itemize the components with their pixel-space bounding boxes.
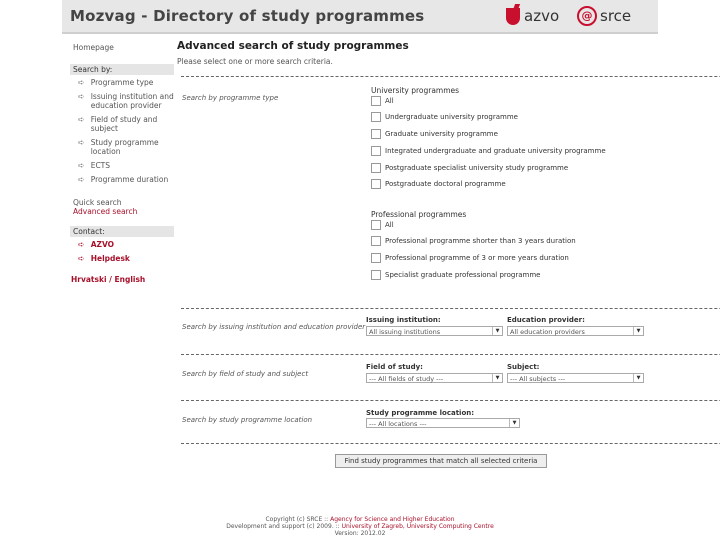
- srce-logo[interactable]: [577, 5, 631, 27]
- checkbox-postgraduate-doctoral[interactable]: [371, 179, 506, 189]
- subject-label: Subject:: [507, 363, 540, 371]
- divider: [181, 400, 720, 401]
- checkbox-label: Integrated undergraduate and graduate university programme: [385, 147, 606, 155]
- checkbox-professional-all[interactable]: [371, 220, 394, 230]
- checkbox-box[interactable]: [371, 220, 381, 230]
- field-of-study-label: Field of study:: [366, 363, 423, 371]
- checkbox-box[interactable]: [371, 270, 381, 280]
- location-select[interactable]: [366, 418, 520, 428]
- checkbox-postgraduate-specialist[interactable]: [371, 163, 568, 173]
- srce-logo-text: srce: [600, 7, 632, 25]
- main-content: [175, 40, 645, 428]
- sidebar-search-by-heading: Search by:: [70, 64, 174, 75]
- sidebar-item-label: AZVO: [90, 240, 114, 249]
- arrow-right-icon: ➪: [78, 161, 85, 170]
- sidebar-homepage-link[interactable]: Homepage: [73, 43, 114, 52]
- azvo-logo-text: azvo: [524, 7, 560, 25]
- chevron-down-icon: ▼: [633, 374, 643, 382]
- sidebar-item-programme-type[interactable]: [78, 78, 174, 87]
- sidebar-item-label: ECTS: [90, 161, 111, 170]
- azvo-logo[interactable]: [506, 5, 559, 27]
- programme-type-label: Search by programme type: [182, 94, 279, 102]
- sidebar: [70, 40, 174, 284]
- checkbox-box[interactable]: [371, 129, 381, 139]
- checkbox-box[interactable]: [371, 146, 381, 156]
- sidebar-item-location[interactable]: [78, 138, 174, 156]
- sidebar-item-ects[interactable]: [78, 161, 174, 170]
- chevron-down-icon: ▼: [492, 374, 502, 382]
- sidebar-item-azvo[interactable]: [78, 240, 174, 249]
- education-provider-label: Education provider:: [507, 316, 585, 324]
- select-value: --- All fields of study ---: [369, 375, 444, 383]
- location-label: Study programme location:: [366, 409, 475, 417]
- checkbox-label: Specialist graduate professional programme: [385, 271, 541, 279]
- select-value: --- All locations ---: [369, 420, 427, 428]
- sidebar-item-label: Field of study and subject: [90, 115, 158, 133]
- footer-copyright-text: Copyright (c) SRCE ::: [265, 516, 331, 523]
- checkbox-university-all[interactable]: [371, 96, 394, 106]
- education-provider-select[interactable]: [507, 326, 644, 336]
- sidebar-item-issuing-institution[interactable]: [78, 92, 174, 110]
- page-subtitle: Please select one or more search criteria.: [177, 57, 333, 66]
- arrow-right-icon: ➪: [78, 78, 85, 87]
- sidebar-quick-search-link[interactable]: Quick search: [73, 198, 122, 207]
- checkbox-label: All: [385, 221, 394, 229]
- sidebar-contact-heading: Contact:: [70, 226, 174, 237]
- checkbox-professional-long[interactable]: [371, 253, 569, 263]
- checkbox-label: Professional programme of 3 or more years duration: [385, 254, 569, 262]
- field-search-label: Search by field of study and subject: [182, 370, 309, 378]
- checkbox-graduate-university[interactable]: [371, 129, 498, 139]
- divider: [181, 308, 720, 309]
- checkbox-label: Postgraduate specialist university study programme: [385, 164, 569, 172]
- checkbox-label: Professional programme shorter than 3 years duration: [385, 237, 576, 245]
- university-programmes-title: University programmes: [371, 86, 460, 95]
- divider: [181, 354, 720, 355]
- footer-agency-link[interactable]: Agency for Science and Higher Education: [330, 516, 455, 523]
- select-value: --- All subjects ---: [510, 375, 566, 383]
- footer-development-text: Development and support (c) 2009. ::: [226, 523, 342, 530]
- field-of-study-select[interactable]: [366, 373, 503, 383]
- page-header-title: Mozvag - Directory of study programmes: [70, 7, 425, 25]
- sidebar-item-label: Issuing institution and education provider: [90, 92, 174, 110]
- sidebar-item-programme-duration[interactable]: [78, 175, 174, 184]
- checkbox-professional-short[interactable]: [371, 236, 576, 246]
- arrow-right-icon: ➪: [78, 92, 85, 101]
- arrow-right-icon: ➪: [78, 138, 85, 147]
- azvo-logo-icon: [506, 8, 520, 25]
- sidebar-item-label: Helpdesk: [90, 254, 130, 263]
- checkbox-box[interactable]: [371, 253, 381, 263]
- checkbox-box[interactable]: [371, 112, 381, 122]
- select-value: All education providers: [510, 328, 585, 336]
- header-bar: [62, 0, 658, 34]
- footer-srce-link[interactable]: University of Zagreb, University Computing Centre: [341, 523, 494, 530]
- footer-line-development: [150, 523, 570, 530]
- chevron-down-icon: ▼: [509, 419, 519, 427]
- sidebar-item-label: Programme type: [90, 78, 154, 87]
- language-switch[interactable]: Hrvatski / English: [71, 275, 146, 284]
- checkbox-undergraduate-university[interactable]: [371, 112, 518, 122]
- checkbox-box[interactable]: [371, 236, 381, 246]
- checkbox-box[interactable]: [371, 96, 381, 106]
- issuing-institution-label: Issuing institution:: [366, 316, 441, 324]
- checkbox-label: Postgraduate doctoral programme: [385, 180, 506, 188]
- checkbox-specialist-graduate-professional[interactable]: [371, 270, 540, 280]
- sidebar-item-label: Study programme location: [90, 138, 159, 156]
- sidebar-item-helpdesk[interactable]: [78, 254, 174, 263]
- chevron-down-icon: ▼: [633, 327, 643, 335]
- divider: [181, 443, 720, 444]
- footer-line-copyright: [150, 516, 570, 523]
- footer-version: Version: 2012.02: [334, 530, 386, 537]
- checkbox-box[interactable]: [371, 163, 381, 173]
- checkbox-box[interactable]: [371, 179, 381, 189]
- chevron-down-icon: ▼: [492, 327, 502, 335]
- arrow-right-icon: ➪: [78, 240, 85, 249]
- arrow-right-icon: ➪: [78, 175, 85, 184]
- sidebar-advanced-search-link[interactable]: Advanced search: [73, 207, 138, 216]
- arrow-right-icon: ➪: [78, 254, 85, 263]
- sidebar-item-label: Programme duration: [90, 175, 169, 184]
- checkbox-label: Undergraduate university programme: [385, 113, 518, 121]
- arrow-right-icon: ➪: [78, 115, 85, 124]
- srce-logo-icon: @: [577, 6, 597, 26]
- checkbox-label: All: [385, 97, 394, 105]
- subject-select[interactable]: [507, 373, 644, 383]
- divider: [181, 76, 720, 77]
- page-title: Advanced search of study programmes: [177, 40, 409, 52]
- professional-programmes-title: Professional programmes: [371, 210, 467, 219]
- issuing-institution-select[interactable]: [366, 326, 503, 336]
- select-value: All issuing institutions: [369, 328, 441, 336]
- checkbox-label: Graduate university programme: [385, 130, 498, 138]
- footer: [150, 516, 570, 537]
- sidebar-item-field-of-study[interactable]: [78, 115, 174, 133]
- institution-search-label: Search by issuing institution and education provider: [182, 323, 366, 331]
- find-programmes-button[interactable]: Find study programmes that match all selected criteria: [335, 454, 547, 468]
- checkbox-integrated-university[interactable]: [371, 146, 606, 156]
- location-search-label: Search by study programme location: [182, 416, 313, 424]
